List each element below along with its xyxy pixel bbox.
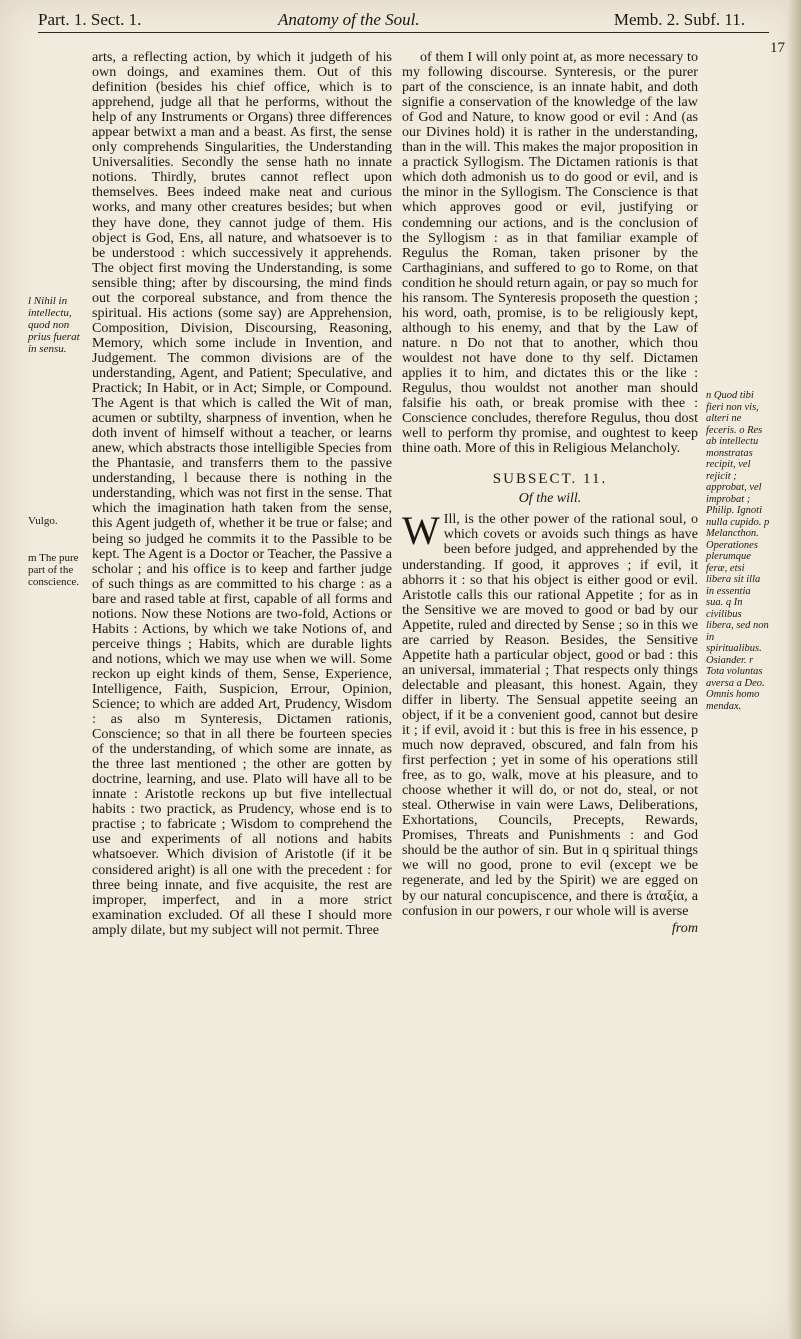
left-column-text: arts, a reflecting action, by which it judgeth of his own doings, and examines them. Out of this definition (besides his chief office, which is to apprehend, judge all that he performs, without the help of any Instruments or Organs) three differences appear betwixt a man and a beast. As first, the sense only comprehends Singularities, the Understanding Universalities. Secondly the sense hath no innate notions. Thirdly, brutes cannot reflect upon themselves. Bees indeed make neat and curious works, and many other creatures besides; but when they have done, they cannot judge of them. His object is God, Ens, all nature, and whatsoever is to be understood : which successively it apprehends. The object first moving the Understanding, is some sensible thing; after by discoursing, the mind finds out the corporeal substance, and from thence the spiritual. His actions (some say) are Apprehension, Composition, Division, Discoursing, Reasoning, Memory, which some include in Invention, and Judgement. The common divisions are of the understanding, Agent, and Patient; Speculative, and Practick; In Habit, or in Act; Simple, or Compound. The Agent is that which is called the Wit of man, acumen or subtilty, sharpness of invention, when he doth invent of himself without a teacher, or learns anew, which abstracts those intelligible Species from the Phantasie, and transferrs them to the passive understanding, l because there is nothing in the understanding, which was not first in the sense. That which the imagination hath taken from the sense, this Agent judgeth of, whether it be true or false; and being so judged he commits it to the Passible to be kept. The Agent is a Doctor or Teacher, the Passive a scholar ; and his office is to keep and farther judge of such things as are committed to his charge : as a bare and rased table at first, capable of all forms and notions. Now these Notions are two-fold, Actions or Habits : Actions, by which we take Notions of, and perceive things ; Habits, which are durable lights and notions, which we may use when we will. Some reckon up eight kinds of them, Sense, Experience, Intelligence, Faith, Suspicion, Errour, Opinion, Science; to which are added Art, Prudency, Wisdom : as also m Synteresis, Dictamen rationis, Conscience; so that in all there be fourteen species of the understanding, of which some are innate, as the three last mentioned ; the other are gotten by doctrine, learning, and use. Plato will have all to be innate : Aristotle reckons up but five intellectual habits : two practick, as Prudency, whose end is to practise ; to fabricate ; Wisdom to comprehend the use and experiments of all notions and habits whatsoever. Which division of Aristotle (if it be considered aright) is all one with the precedent : for three being innate, and five acquisite, the rest are improper, imperfect, and in a more strict examination excluded. Of all these I should more amply dilate, but my subject will not permit. Three (92, 49, 392, 938)
subsection-subtitle: Of the will. (518, 491, 582, 507)
margin-note-l: l Nihil in intellectu, quod non prius fuerat in sensu. (28, 295, 80, 355)
left-column (92, 50, 392, 938)
margin-note-vulgo: Vulgo. (28, 515, 58, 527)
header-title: Anatomy of the Soul. (278, 10, 420, 29)
margin-note-m: m The pure part of the conscience. (28, 552, 79, 588)
catchword: from (671, 919, 698, 936)
subsection-body (402, 508, 698, 919)
page-edge (787, 0, 801, 1339)
header-part: Part. 1. Sect. 1. (38, 10, 142, 29)
running-header (38, 10, 769, 33)
right-column-text: of them I will only point at, as more necessary to my following discourse. Synteresis, or the purer part of the conscience, is an innate habit, and doth signifie a conservation of the knowledge of the law of God and Nature, to know good or evil : And (as our Divines hold) it is rather in the understanding, than in the will. This makes the major proposition in a practick Syllogism. The Dictamen rationis is that which doth admonish us to do good or evil, and is the minor in the Syllogism. The Conscience is that which approves good or evil, justifying or condemning our actions, and is the conclusion of the Syllogism : as in that familiar example of Regulus the Roman, taken prisoner by the Carthaginians, and suffered to go to Rome, on that condition he should return again, or pay so much for his ransom. The Synteresis proposeth the question ; his word, oath, promise, is to be religiously kept, although to his enemy, and that by the Law of nature. n Do not that to another, which thou wouldest not have done to thy self. Dictamen applies it to him, and dictates this or the like : Regulus, thou wouldst not another man should falsifie his oath, or break promise with thee : Conscience concludes, therefore Regulus, thou dost well to perform thy promise, and oughtest to keep thine oath. More of this in Religious Melancholy. (402, 49, 698, 457)
margin-notes-right: n Quod tibi fieri non vis, alteri ne feceris. o Res ab intellectu monstratas recipit, vel rejicit ; approbat, vel improbat ; Philip. Ignoti nulla cupido. p Melancthon. Operationes plerumque feræ, etsi libera sit illa in essentia sua. q In civilibus libera, sed non in spiritualibus. Osiander. r Tota voluntas aversa a Deo. Omnis homo mendax. (706, 390, 770, 712)
header-memb: Memb. 2. Subf. 11. (613, 10, 745, 29)
subsection-title: SUBSECT. 11. (492, 471, 608, 488)
drop-cap: W (402, 508, 440, 554)
page-number: 17 (770, 40, 785, 56)
right-column (402, 50, 698, 936)
subsection-body-text: Ill, is the other power of the rational soul, o which covets or avoids such things as have been before judged, and apprehended by the understanding. If good, it approves ; if evil, it abhorrs it : so that his object is either good or evil. Aristotle calls this our rational Appetite ; for as in the Sensitive we are moved to good or bad by our Appetite, ruled and directed by Sense ; so in this we are carried by Reason. Besides, the Sensitive Appetite hath a particular object, good or bad : this an universal, immaterial ; That respects only things delectable and pleasant, this honest. Again, they differ in liberty. The Sensual appetite seeing an object, if it be a convenient good, cannot but desire it ; if evil, avoid it : but this is free in his essence, p much now depraved, obscured, and faln from his first perfection ; yet in some of his operations still free, as to go, walk, move at his pleasure, and to choose whether it will do, or not do, steal, or not steal. Otherwise in vain were Laws, Deliberations, Exhortations, Councils, Precepts, Rewards, Promises, Threats and Punishments : and God should be the author of sin. But in q spiritual things we will no good, prone to evil (except we be regenerate, and led by the Spirit) we are egged on by our natural concupiscence, and there is ἀταξία, a confusion in our powers, r our whole will is averse (402, 511, 698, 919)
